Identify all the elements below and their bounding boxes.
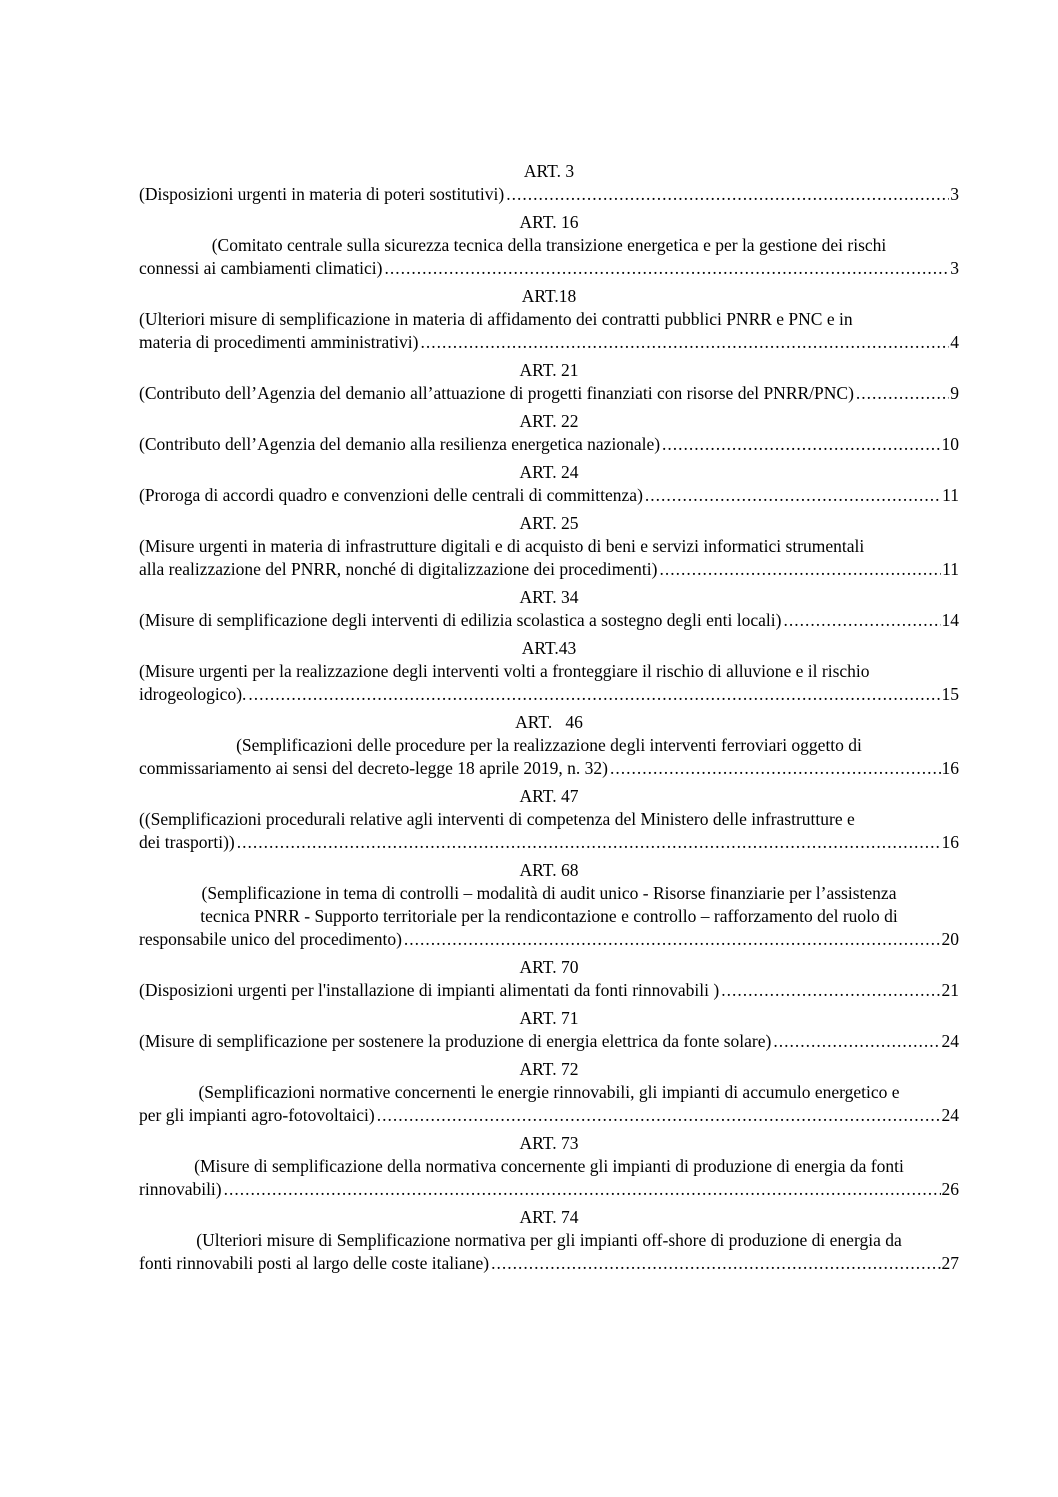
- page-number[interactable]: 14: [941, 610, 959, 630]
- toc-entry[interactable]: [139, 785, 959, 854]
- article-title-line: dei trasporti)): [139, 832, 235, 852]
- article-title-line: tecnica PNRR - Supporto territoriale per la rendicontazione e controllo – rafforzamento del ruolo di: [200, 906, 898, 926]
- article-heading: ART. 73: [519, 1133, 579, 1153]
- article-title-line: (Contributo dell’Agenzia del demanio alla resilienza energetica nazionale): [139, 434, 661, 454]
- page-number[interactable]: 16: [941, 832, 959, 852]
- page-number[interactable]: 10: [941, 434, 959, 454]
- toc-entry[interactable]: [139, 211, 959, 280]
- article-title-line: (Misure urgenti per la realizzazione degli interventi volti a fronteggiare il rischio di alluvione e il rischio: [139, 661, 870, 681]
- article-heading: ART. 70: [519, 957, 579, 977]
- article-title-line: (Misure di semplificazione per sostenere la produzione di energia elettrica da fonte solare): [139, 1031, 772, 1051]
- page-number[interactable]: 27: [941, 1253, 959, 1273]
- page-number[interactable]: 21: [941, 980, 959, 1000]
- toc-leader-line: [139, 683, 959, 706]
- article-title-line: idrogeologico).: [139, 684, 247, 704]
- dot-leader: [237, 831, 941, 854]
- toc-entry[interactable]: [139, 637, 959, 706]
- dot-leader: [645, 484, 941, 507]
- toc-leader-line: [139, 1178, 959, 1201]
- article-heading: ART. 24: [519, 462, 579, 482]
- dot-leader: [610, 757, 941, 780]
- dot-leader: [491, 1252, 940, 1275]
- article-heading: ART. 16: [519, 212, 579, 232]
- article-title-line: responsabile unico del procedimento): [139, 929, 402, 949]
- toc-leader-line: [139, 979, 959, 1002]
- dot-leader: [377, 1104, 941, 1127]
- toc-entry[interactable]: [139, 1206, 959, 1275]
- toc-leader-line: [139, 558, 959, 581]
- toc-leader-line: [139, 609, 959, 632]
- article-title-line: (Semplificazioni normative concernenti le energie rinnovabili, gli impianti di accumulo energetico e: [198, 1082, 900, 1102]
- dot-leader: [506, 183, 949, 206]
- article-title-line: per gli impianti agro-fotovoltaici): [139, 1105, 375, 1125]
- article-title-line: fonti rinnovabili posti al largo delle coste italiane): [139, 1253, 490, 1273]
- article-title-line: connessi ai cambiamenti climatici): [139, 258, 383, 278]
- toc-entry[interactable]: [139, 285, 959, 354]
- article-title-line: (Contributo dell’Agenzia del demanio all’attuazione di progetti finanziati con risorse del PNRR/PNC): [139, 383, 854, 403]
- article-heading: ART. 71: [519, 1008, 579, 1028]
- article-title-line: (Misure di semplificazione della normativa concernente gli impianti di produzione di energia da fonti: [194, 1156, 904, 1176]
- dot-leader: [721, 979, 940, 1002]
- page-number[interactable]: 24: [941, 1105, 959, 1125]
- toc-entry[interactable]: [139, 359, 959, 405]
- article-title-line: ((Semplificazioni procedurali relative agli interventi di competenza del Ministero delle infrastrutture e: [139, 809, 855, 829]
- article-title-line: (Disposizioni urgenti in materia di poteri sostitutivi): [139, 184, 505, 204]
- toc-leader-line: [139, 1030, 959, 1053]
- dot-leader: [384, 257, 949, 280]
- article-heading: ART. 34: [519, 587, 579, 607]
- page-number[interactable]: 4: [950, 332, 959, 352]
- page-number[interactable]: 24: [941, 1031, 959, 1051]
- article-heading: ART. 68: [519, 860, 579, 880]
- article-title-line: (Ulteriori misure di Semplificazione normativa per gli impianti off-shore di produzione di energia da: [196, 1230, 902, 1250]
- article-title-line: (Comitato centrale sulla sicurezza tecnica della transizione energetica e per la gestione dei rischi: [211, 235, 887, 255]
- page-number[interactable]: 26: [941, 1179, 959, 1199]
- toc-leader-line: [139, 257, 959, 280]
- article-title-line: (Semplificazione in tema di controlli – modalità di audit unico - Risorse finanziarie per l’assistenza: [201, 883, 897, 903]
- toc-leader-line: [139, 831, 959, 854]
- toc-entry[interactable]: [139, 1007, 959, 1053]
- page-number[interactable]: 11: [942, 559, 959, 579]
- dot-leader: [659, 558, 941, 581]
- article-title-line: (Disposizioni urgenti per l'installazione di impianti alimentati da fonti rinnovabili ): [139, 980, 720, 1000]
- article-title-line: (Ulteriori misure di semplificazione in materia di affidamento dei contratti pubblici PNRR e PNC e in: [139, 309, 853, 329]
- toc-leader-line: [139, 382, 959, 405]
- toc-entry[interactable]: [139, 711, 959, 780]
- toc-entry[interactable]: [139, 1132, 959, 1201]
- article-heading: ART. 3: [523, 161, 575, 181]
- article-title-line: alla realizzazione del PNRR, nonché di digitalizzazione dei procedimenti): [139, 559, 658, 579]
- toc-entry[interactable]: [139, 586, 959, 632]
- toc-entry[interactable]: [139, 859, 959, 951]
- dot-leader: [224, 1178, 941, 1201]
- article-heading: ART. 21: [519, 360, 579, 380]
- article-title-line: rinnovabili): [139, 1179, 222, 1199]
- toc-leader-line: [139, 1252, 959, 1275]
- article-title-line: (Proroga di accordi quadro e convenzioni delle centrali di committenza): [139, 485, 643, 505]
- toc-entry[interactable]: [139, 410, 959, 456]
- article-heading: ART. 22: [519, 411, 579, 431]
- dot-leader: [773, 1030, 940, 1053]
- article-title-line: (Semplificazioni delle procedure per la realizzazione degli interventi ferroviari oggetto di: [236, 735, 862, 755]
- article-title-line: materia di procedimenti amministrativi): [139, 332, 419, 352]
- dot-leader: [420, 331, 949, 354]
- article-heading: ART.18: [521, 286, 577, 306]
- article-heading: ART. 47: [519, 786, 579, 806]
- toc-leader-line: [139, 757, 959, 780]
- toc-leader-line: [139, 1104, 959, 1127]
- article-heading: ART. 46: [515, 712, 583, 732]
- dot-leader: [248, 683, 940, 706]
- article-title-line: (Misure urgenti in materia di infrastrutture digitali e di acquisto di beni e servizi informatici strumentali: [139, 536, 865, 556]
- article-heading: ART. 25: [519, 513, 579, 533]
- page-number[interactable]: 3: [950, 184, 959, 204]
- dot-leader: [783, 609, 940, 632]
- dot-leader: [856, 382, 949, 405]
- page-number[interactable]: 3: [950, 258, 959, 278]
- article-heading: ART. 74: [519, 1207, 579, 1227]
- page-number[interactable]: 11: [942, 485, 959, 505]
- page-number[interactable]: 16: [941, 758, 959, 778]
- toc-leader-line: [139, 484, 959, 507]
- toc-entry[interactable]: [139, 1058, 959, 1127]
- article-heading: ART. 72: [519, 1059, 579, 1079]
- page-number[interactable]: 15: [941, 684, 959, 704]
- article-title-line: commissariamento ai sensi del decreto-legge 18 aprile 2019, n. 32): [139, 758, 608, 778]
- page-number[interactable]: 9: [950, 383, 959, 403]
- toc-entry[interactable]: [139, 956, 959, 1002]
- table-of-contents: [139, 160, 959, 1280]
- article-title-line: (Misure di semplificazione degli interventi di edilizia scolastica a sostegno degli enti locali): [139, 610, 782, 630]
- page-number[interactable]: 20: [941, 929, 959, 949]
- toc-leader-line: [139, 183, 959, 206]
- toc-leader-line: [139, 433, 959, 456]
- toc-leader-line: [139, 331, 959, 354]
- toc-entry[interactable]: [139, 461, 959, 507]
- dot-leader: [404, 928, 941, 951]
- toc-entry[interactable]: [139, 512, 959, 581]
- article-heading: ART.43: [521, 638, 577, 658]
- toc-entry[interactable]: [139, 160, 959, 206]
- toc-leader-line: [139, 928, 959, 951]
- dot-leader: [662, 433, 940, 456]
